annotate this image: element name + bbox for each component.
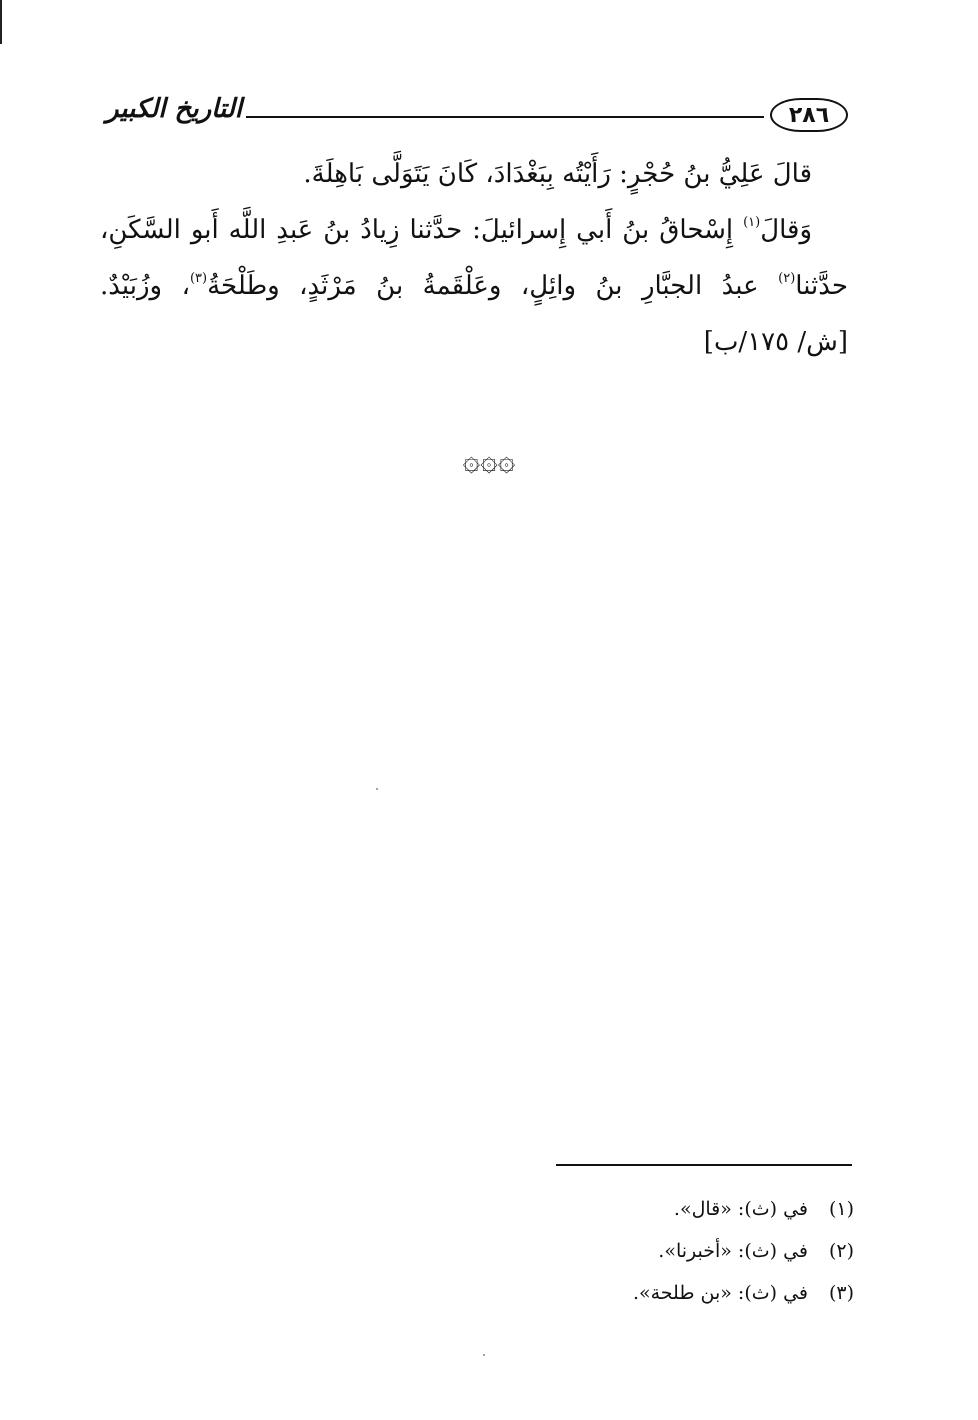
scan-speck bbox=[483, 1354, 485, 1356]
main-text bbox=[100, 146, 848, 370]
footnote-3 bbox=[560, 1272, 854, 1314]
footnote-text: في (ث): «قال». bbox=[673, 1198, 808, 1220]
running-title: التاريخ الكبير bbox=[105, 94, 243, 124]
footnote-number: (٢) bbox=[828, 1240, 854, 1262]
paragraph-2-start: وَقالَ bbox=[760, 215, 812, 245]
footnote-2 bbox=[560, 1230, 854, 1272]
paragraph-2-middle-2: عبدُ الجبَّارِ بنُ وائِلٍ، وعَلْقَمةُ بنُ مَرْثَدٍ، وطَلْحَةُ bbox=[207, 271, 779, 301]
paragraph-2-middle: إِسْحاقُ بنُ أَبي إِسرائيلَ: حدَّثنا زِيادُ بنُ عَبدِ اللَّه أَبو السَّكَنِ، حدَّثنا bbox=[100, 215, 848, 301]
manuscript-folio-reference: [ش/ ١٧٥/ب] bbox=[703, 327, 848, 357]
footnote-number: (١) bbox=[828, 1198, 854, 1220]
section-ornament: ۞۞۞ bbox=[462, 443, 516, 478]
paragraph-1: قالَ عَلِيُّ بنُ حُجْرٍ: رَأَيْتُه بِبَغْدَادَ، كَانَ يَتَوَلَّى بَاهِلَةَ. bbox=[303, 159, 812, 189]
footnote-marker-1: (١) bbox=[743, 215, 761, 230]
footnote-1 bbox=[560, 1188, 854, 1230]
page-number: ٢٨٦ bbox=[770, 98, 848, 132]
scan-speck bbox=[376, 788, 378, 790]
page-header bbox=[104, 92, 848, 138]
footnote-rule bbox=[556, 1164, 852, 1166]
header-rule bbox=[246, 116, 764, 118]
footnote-text: في (ث): «بن طلحة». bbox=[632, 1282, 808, 1304]
paragraph-2 bbox=[100, 202, 848, 370]
footnote-marker-3: (٣) bbox=[189, 271, 208, 286]
footnote-marker-2: (٢) bbox=[778, 271, 796, 286]
footnotes bbox=[560, 1188, 854, 1314]
footnote-number: (٣) bbox=[828, 1282, 854, 1304]
paragraph-2-end: ، وزُبَيْدٌ. bbox=[100, 271, 190, 301]
scan-edge-mark bbox=[0, 0, 2, 44]
footnote-text: في (ث): «أخبرنا». bbox=[658, 1240, 808, 1262]
